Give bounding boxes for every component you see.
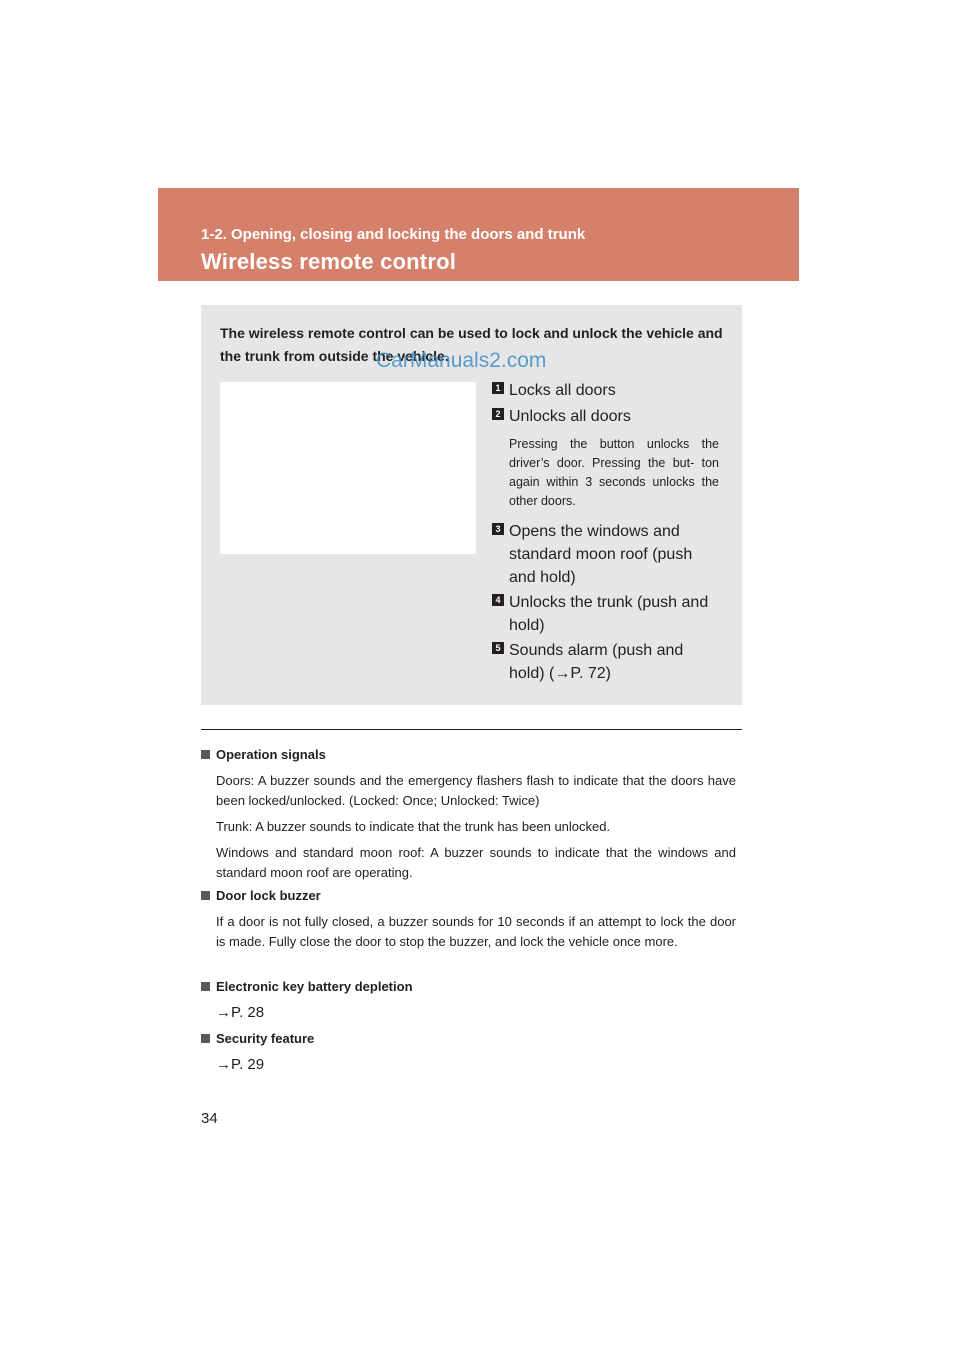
callout-number-1: 1: [492, 382, 504, 394]
page-number: 34: [201, 1110, 218, 1127]
bullet-square-icon: [201, 1034, 210, 1043]
bullet-square-icon: [201, 750, 210, 759]
remote-control-illustration: [220, 382, 476, 554]
note-heading-label: Electronic key battery depletion: [216, 979, 413, 994]
note-paragraph: Trunk: A buzzer sounds to indicate that the trunk has been unlocked.: [216, 819, 611, 834]
page-reference-link[interactable]: →P. 28: [216, 1004, 265, 1021]
callout-text-2: Unlocks all doors: [509, 408, 631, 425]
note-heading-security-feature: [201, 1031, 314, 1046]
callout-number-3: 3: [492, 523, 504, 535]
intro-text: The wireless remote control can be used to lock and unlock the vehicle and the trunk from outside the vehicle.: [220, 325, 723, 364]
note-heading-label: Door lock buzzer: [216, 888, 321, 903]
note-paragraph: Doors: A buzzer sounds and the emergency flashers flash to indicate that the doors have been locked/unlocked. (Locked: Once; Unlocked: Twice): [216, 773, 736, 808]
callout-number-5: 5: [492, 642, 504, 654]
section-label: 1-2. Opening, closing and locking the doors and trunk: [201, 226, 586, 243]
bullet-square-icon: [201, 891, 210, 900]
section-header-band: [158, 188, 799, 281]
watermark: CarManuals2.com: [376, 349, 547, 372]
remote-control-panel: [201, 305, 742, 705]
divider-rule: [201, 729, 742, 730]
callout-text-3: Opens the windows and standard moon roof (push and hold): [509, 523, 693, 586]
note-heading-operation-signals: [201, 747, 326, 762]
note-paragraph: If a door is not fully closed, a buzzer sounds for 10 seconds if an attempt to lock the door is made. Fully close the door to stop the buzzer, and lock the vehicle once more.: [216, 914, 736, 949]
callout-text-4: Unlocks the trunk (push and hold): [509, 594, 709, 634]
note-paragraph: Windows and standard moon roof: A buzzer sounds to indicate that the windows and standard moon roof are operating.: [216, 845, 736, 880]
callout-note-2: Pressing the button unlocks the driver’s door. Pressing the but- ton again within 3 seconds unlocks the other doors.: [509, 437, 719, 508]
note-heading-door-lock-buzzer: [201, 888, 321, 903]
note-heading-label: Operation signals: [216, 747, 326, 762]
bullet-square-icon: [201, 982, 210, 991]
note-heading-battery-depletion: [201, 979, 413, 994]
callout-text-1: Locks all doors: [509, 382, 616, 399]
callout-number-2: 2: [492, 408, 504, 420]
page-reference-link[interactable]: →P. 29: [216, 1056, 265, 1073]
note-heading-label: Security feature: [216, 1031, 315, 1046]
page-title: Wireless remote control: [201, 249, 457, 274]
callout-number-4: 4: [492, 594, 504, 606]
callout-text-5: Sounds alarm (push and hold) (→P. 72): [509, 642, 684, 682]
